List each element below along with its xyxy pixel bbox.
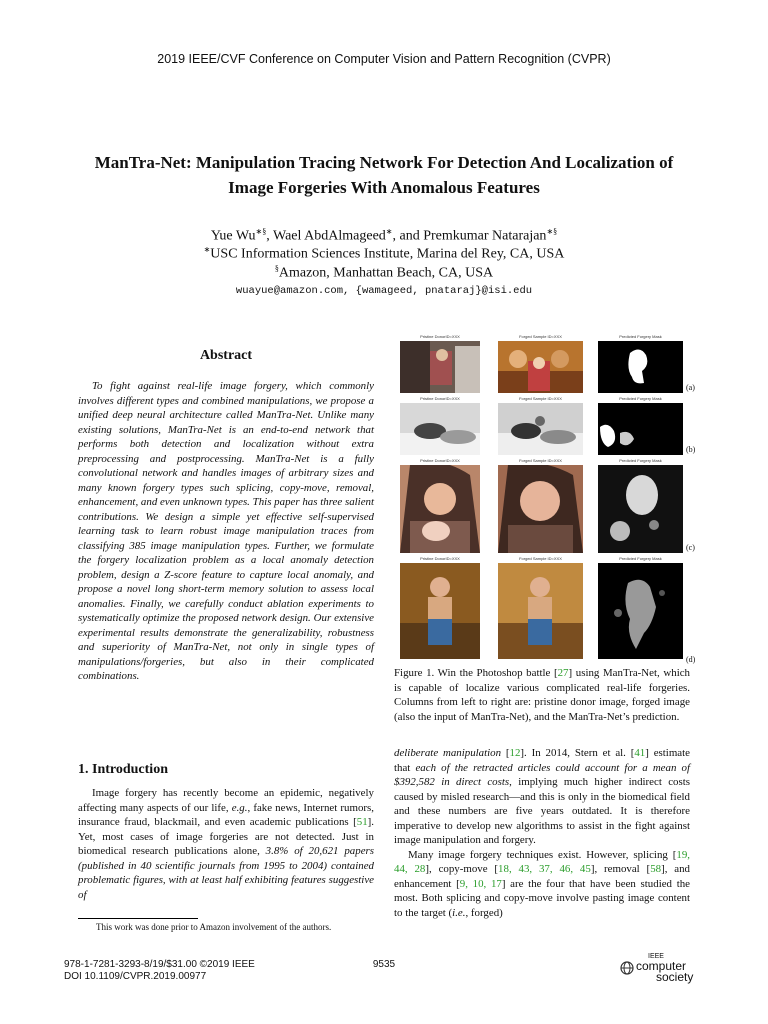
- predicted-mask-c: [598, 465, 683, 553]
- footnote: This work was done prior to Amazon involvement of the authors.: [96, 922, 332, 932]
- fig-label: Predicted Forgery Mask: [619, 556, 662, 561]
- affiliation-usc: ∗USC Information Sciences Institute, Marina del Rey, CA, USA: [203, 245, 565, 262]
- pristine-image-c: [400, 465, 480, 553]
- globe-icon: [620, 961, 634, 975]
- introduction-heading: 1. Introduction: [78, 762, 168, 777]
- citation-link[interactable]: 58: [650, 863, 662, 875]
- fig-label: Pristine DonorID=XXX: [420, 396, 460, 401]
- author-emails: wuayue@amazon.com, {wamageed, pnataraj}@isi.edu: [235, 285, 533, 297]
- paragraph-continued: deliberate manipulation [12]. In 2014, Stern et al. [41] estimate that each of the retracted articles could account for a mean of $392,582 in direct costs, implying much higher indirect costs caused by misled research—and this is only in the biomedical field and these numbers are five years outdated. It is therefore imperative to develop new algorithms to assist in the fight against image manipulation and forgery.: [394, 747, 690, 846]
- fig-label: Forged Sample ID=XXX: [519, 556, 562, 561]
- fig-label: Predicted Forgery Mask: [619, 458, 662, 463]
- figure-caption: Figure 1. Win the Photoshop battle [27] using ManTra-Net, which is capable of localize various complicated real-life forgeries. Columns from left to right are: pristine donor image, forged image (also the input of ManTra-Net), and the ManTra-Net’s prediction.: [394, 667, 690, 723]
- row-tag-d: (d): [686, 655, 696, 664]
- right-column-text: [394, 746, 690, 920]
- fig-label: Forged Sample ID=XXX: [519, 396, 562, 401]
- pristine-image-a: [400, 341, 480, 393]
- citation-link[interactable]: 51: [356, 816, 368, 828]
- fig-label: Pristine DonorID=XXX: [420, 334, 460, 339]
- conference-header: 2019 IEEE/CVF Conference on Computer Vision and Pattern Recognition (CVPR): [157, 52, 611, 66]
- paper-title: ManTra-Net: Manipulation Tracing Network For Detection And Localization of Image Forgeries With Anomalous Features: [94, 153, 674, 197]
- forged-image-a: [498, 341, 583, 393]
- figure-1: [398, 333, 698, 663]
- fig-label: Pristine DonorID=XXX: [420, 556, 460, 561]
- abstract-text: To fight against real-life image forgery, which commonly involves different types and combined manipulations, we propose a unified deep neural architecture called ManTra-Net. Unlike many existing solutions, ManTra-Net is an end-to-end network that performs both detection and localization without extra preprocessing and postprocessing. ManTra-Net is a fully convolutional network and handles images of arbitrary sizes and many known forgery types such splicing, copy-move, removal, enhancement, and even unknown types. This paper has three salient contributions. We design a simple yet effective self-supervised learning task to learn robust image manipulation traces from classifying 385 image manipulation types. Further, we formulate the forgery localization problem as a local anomaly detection problem, design a Z-score feature to capture local anomaly, and propose a novel long short-term memory solution to assess local anomalies. Finally, we carefully conduct ablation experiments to systematically optimize the proposed network design. Our extensive experimental results demonstrate the generalizability, robustness and superiority of ManTra-Net, not only in single types of manipulations/forgeries, but also in their complicated combinations.: [78, 380, 374, 682]
- pristine-image-b: [400, 403, 480, 455]
- paragraph-techniques: Many image forgery techniques exist. However, splicing [19, 44, 28], copy-move [18, 43, 37, 46, 45], removal [58], and enhancement [9, 10, 17] are the four that have been studied the most. Both splicing and copy-move involve pasting image content to the target (i.e., forged): [394, 848, 691, 919]
- forged-image-d: [498, 563, 583, 659]
- pristine-image-d: [400, 563, 480, 659]
- forged-image-b: [498, 403, 583, 455]
- fig-label: Pristine DonorID=XXX: [420, 458, 460, 463]
- row-tag-c: (c): [686, 543, 695, 552]
- citation-link[interactable]: 27: [557, 667, 569, 679]
- row-tag-a: (a): [686, 383, 695, 392]
- doi-line: DOI 10.1109/CVPR.2019.00977: [64, 971, 207, 982]
- predicted-mask-a: [598, 341, 683, 393]
- citation-link[interactable]: 18, 43, 37, 46, 45: [498, 863, 591, 875]
- fig-label: Predicted Forgery Mask: [619, 396, 662, 401]
- citation-link[interactable]: 9, 10, 17: [459, 877, 502, 890]
- citation-link[interactable]: 41: [634, 747, 646, 759]
- author-list: Yue Wu∗§, Wael AbdAlmageed∗, and Premkumar Natarajan∗§: [210, 227, 558, 244]
- isbn-line: 978-1-7281-3293-8/19/$31.00 ©2019 IEEE: [64, 959, 255, 970]
- fig-label: Predicted Forgery Mask: [619, 334, 662, 339]
- abstract-heading: Abstract: [199, 348, 253, 363]
- predicted-mask-b: [598, 403, 683, 455]
- citation-link[interactable]: 12: [509, 747, 521, 759]
- footnote-rule: [78, 918, 198, 919]
- ieee-computer-society-logo: IEEE computer society: [620, 953, 710, 987]
- forged-image-c: [498, 465, 583, 553]
- fig-label: Forged Sample ID=XXX: [519, 458, 562, 463]
- fig-label: Forged Sample ID=XXX: [519, 334, 562, 339]
- introduction-paragraph: Image forgery has recently become an epidemic, negatively affecting many aspects of our life, e.g., fake news, Internet rumors, insurance fraud, blackmail, and even academic publications [51]. Yet, most cases of image forgeries are not detected. Just in biomedical research publications alone, 3.8% of 20,621 papers (published in 40 scientific journals from 1995 to 2004) contained problematic figures, with at least half exhibiting features suggestive of: [78, 787, 374, 901]
- row-tag-b: (b): [686, 445, 696, 454]
- affiliation-amazon: §Amazon, Manhattan Beach, CA, USA: [274, 264, 494, 281]
- predicted-mask-d: [598, 563, 683, 659]
- citation-link[interactable]: 19, 44, 28: [394, 848, 690, 875]
- page-number: 9535: [372, 959, 396, 970]
